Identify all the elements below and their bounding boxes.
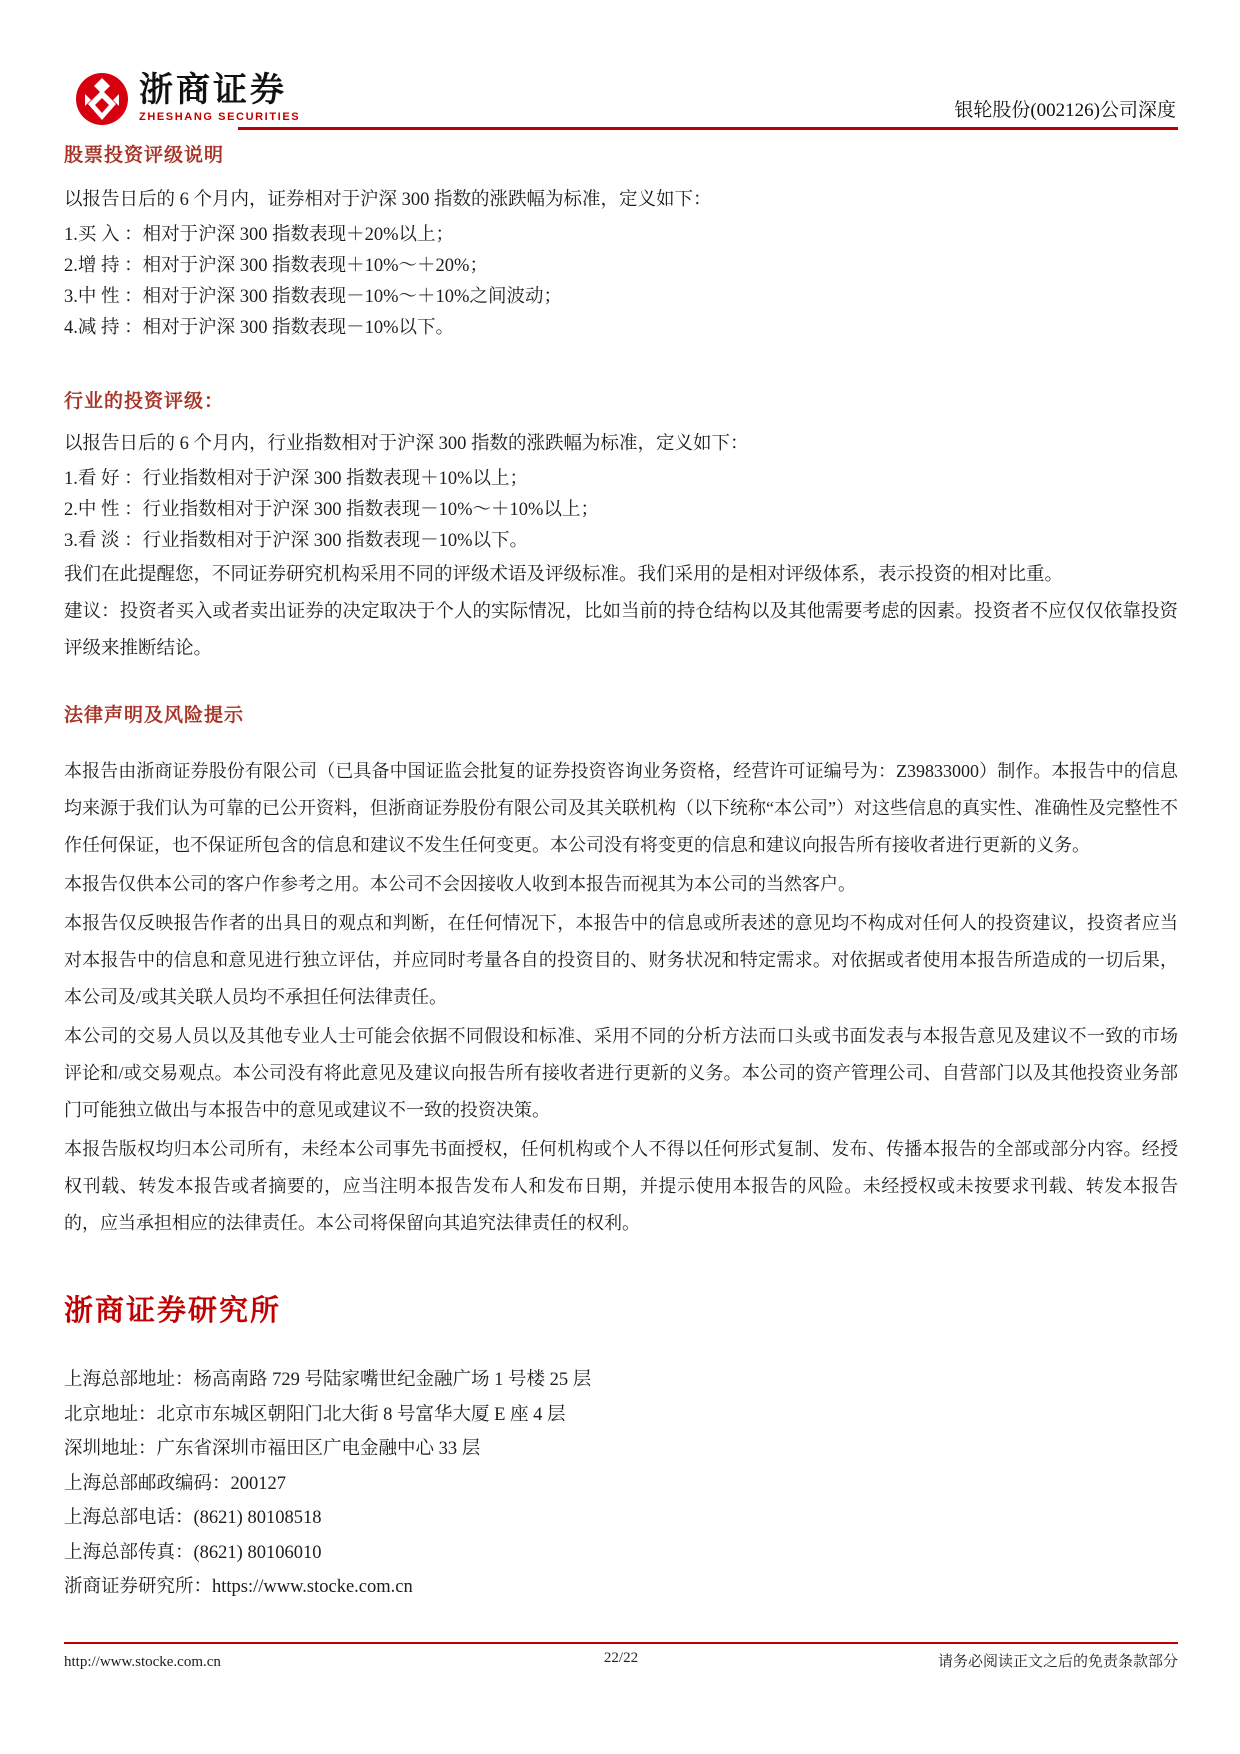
legal-paragraph: 本报告由浙商证券股份有限公司（已具备中国证监会批复的证券投资咨询业务资格，经营许可证编号为：Z39833000）制作。本报告中的信息均来源于我们认为可靠的已公开资料，但浙商证券股份有限公司及其关联机构（以下统称“本公司”）对这些信息的真实性、准确性及完整性不作任何保证，也不保证所包含的信息和建议不发生任何变更。本公司没有将变更的信息和建议向报告所有接收者进行更新的义务。 xyxy=(64,761,1178,855)
legal-paragraph: 本公司的交易人员以及其他专业人士可能会依据不同假设和标准、采用不同的分析方法而口头或书面发表与本报告意见及建议不一致的市场评论和/或交易观点。本公司没有将此意见及建议向报告所有接收者进行更新的义务。本公司的资产管理公司、自营部门以及其他投资业务部门可能独立做出与本报告中的意见或建议不一致的投资决策。 xyxy=(64,1026,1178,1120)
section-industry-rating xyxy=(64,386,1178,668)
industry-rating-intro: 以报告日后的 6 个月内，行业指数相对于沪深 300 指数的涨跌幅为标准，定义如下： xyxy=(64,434,749,454)
footer-rule xyxy=(64,1642,1178,1644)
institute-heading: 浙商证券研究所 xyxy=(64,1295,282,1327)
institute-line-fax: 上海总部传真：(8621) 80106010 xyxy=(64,1542,322,1563)
brand-logo xyxy=(75,72,300,126)
rating-item: 2.增 持 ：相对于沪深 300 指数表现＋10%～＋20%； xyxy=(64,256,488,276)
institute-line-postcode: 上海总部邮政编码：200127 xyxy=(64,1473,287,1494)
legal-heading: 法律声明及风险提示 xyxy=(64,705,245,726)
institute-line-shanghai-address: 上海总部地址：杨高南路 729 号陆家嘴世纪金融广场 1 号楼 25 层 xyxy=(64,1370,592,1390)
rating-item: 4.减 持 ：相对于沪深 300 指数表现－10%以下。 xyxy=(64,318,455,338)
institute-line-beijing-address: 北京地址：北京市东城区朝阳门北大街 8 号富华大厦 E 座 4 层 xyxy=(64,1404,566,1425)
rating-advice: 建议：投资者买入或者卖出证券的决定取决于个人的实际情况，比如当前的持仓结构以及其他需要考虑的因素。投资者不应仅仅依靠投资评级来推断结论。 xyxy=(64,602,1178,659)
institute-line-website xyxy=(64,1570,1178,1605)
institute-website-link[interactable]: https://www.stocke.com.cn xyxy=(212,1577,413,1597)
brand-name-cn: 浙商证券 xyxy=(139,71,287,109)
stock-rating-intro: 以报告日后的 6 个月内，证券相对于沪深 300 指数的涨跌幅为标准，定义如下： xyxy=(64,190,712,210)
footer-disclaimer: 请务必阅读正文之后的免责条款部分 xyxy=(937,1654,1178,1670)
header-rule xyxy=(238,127,1178,130)
legal-paragraph: 本报告仅供本公司的客户作参考之用。本公司不会因接收人收到本报告而视其为本公司的当然客户。 xyxy=(64,874,856,894)
section-institute xyxy=(64,1288,1178,1605)
industry-rating-heading: 行业的投资评级： xyxy=(64,391,225,412)
page-footer xyxy=(64,1642,1178,1671)
footer-url-link[interactable]: http://www.stocke.com.cn xyxy=(64,1654,221,1670)
institute-line-shenzhen-address: 深圳地址：广东省深圳市福田区广电金融中心 33 层 xyxy=(64,1439,481,1459)
section-legal xyxy=(64,700,1178,1244)
rating-item: 1.看 好 ：行业指数相对于沪深 300 指数表现＋10%以上； xyxy=(64,469,529,489)
legal-paragraph: 本报告版权均归本公司所有，未经本公司事先书面授权，任何机构或个人不得以任何形式复制、发布、传播本报告的全部或部分内容。经授权刊载、转发本报告或者摘要的，应当注明本报告发布人和发布日期，并提示使用本报告的风险。未经授权或未按要求刊载、转发本报告的，应当承担相应的法律责任。本公司将保留向其追究法律责任的权利。 xyxy=(64,1139,1178,1233)
rating-item: 2.中 性 ：行业指数相对于沪深 300 指数表现－10%～＋10%以上； xyxy=(64,500,599,520)
brand-name-en: ZHESHANG SECURITIES xyxy=(139,111,301,123)
doc-title: 银轮股份(002126)公司深度 xyxy=(954,100,1176,121)
rating-note: 我们在此提醒您，不同证券研究机构采用不同的评级术语及评级标准。我们采用的是相对评级体系，表示投资的相对比重。 xyxy=(64,565,1064,585)
section-stock-rating xyxy=(64,140,1178,344)
rating-item: 3.中 性 ：相对于沪深 300 指数表现－10%～＋10%之间波动； xyxy=(64,287,562,307)
institute-website-label: 浙商证券研究所： xyxy=(64,1577,213,1597)
legal-paragraph: 本报告仅反映报告作者的出具日的观点和判断，在任何情况下，本报告中的信息或所表述的意见均不构成对任何人的投资建议，投资者应当对本报告中的信息和意见进行独立评估，并应同时考量各自的投资目的、财务状况和特定需求。对依据或者使用本报告所造成的一切后果，本公司及/或其关联人员均不承担任何法律责任。 xyxy=(64,913,1178,1007)
page-header xyxy=(75,70,1178,130)
institute-line-phone: 上海总部电话：(8621) 80108518 xyxy=(64,1508,322,1528)
stock-rating-heading: 股票投资评级说明 xyxy=(64,145,225,166)
rating-item: 1.买 入 ：相对于沪深 300 指数表现＋20%以上； xyxy=(64,225,455,245)
footer-page-number: 22/22 xyxy=(603,1650,639,1666)
zheshang-logo-icon xyxy=(75,72,129,126)
rating-item: 3.看 淡 ：行业指数相对于沪深 300 指数表现－10%以下。 xyxy=(64,531,529,551)
